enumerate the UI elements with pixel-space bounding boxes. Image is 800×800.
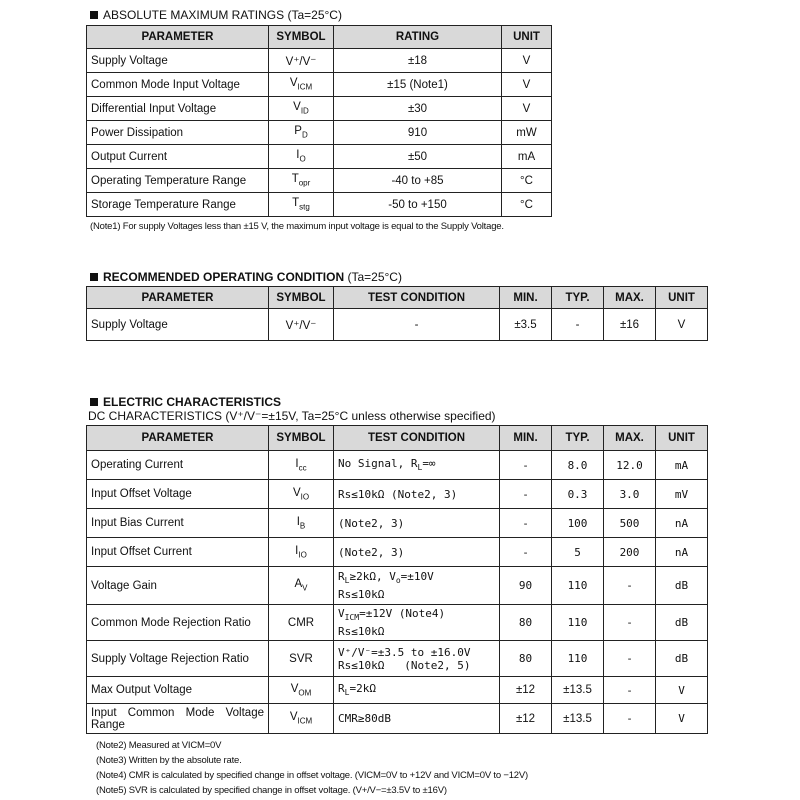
min-cell: -	[500, 451, 552, 480]
header-typ: TYP.	[552, 287, 604, 309]
max-cell: -	[604, 677, 656, 704]
rating-cell: ±18	[334, 49, 502, 73]
min-cell: -	[500, 538, 552, 567]
min-cell: 90	[500, 567, 552, 605]
cond-line-1	[338, 570, 495, 587]
typ-cell: 110	[552, 605, 604, 641]
header-unit: UNIT	[656, 287, 708, 309]
param-cell: Power Dissipation	[87, 121, 269, 145]
header-test-condition: TEST CONDITION	[334, 287, 500, 309]
symbol-main: A	[294, 578, 303, 591]
cond-text: V	[338, 607, 345, 621]
param-cell: Operating Temperature Range	[87, 169, 269, 193]
note-2: (Note2) Measured at VICM=0V	[96, 740, 222, 751]
symbol-main: V	[290, 682, 299, 695]
symbol-cell	[269, 567, 334, 605]
symbol-main: T	[292, 197, 300, 210]
unit-cell: V	[656, 704, 708, 734]
rating-cell: ±50	[334, 145, 502, 169]
test-condition-cell	[334, 567, 500, 605]
symbol-subscript: ICM	[297, 82, 313, 92]
header-parameter: PARAMETER	[87, 287, 269, 309]
unit-cell: V	[502, 73, 552, 97]
rating-cell: -40 to +85	[334, 169, 502, 193]
param-cell: Common Mode Rejection Ratio	[87, 605, 269, 641]
header-unit: UNIT	[656, 426, 708, 451]
param-cell: Input Offset Voltage	[87, 480, 269, 509]
symbol-subscript: cc	[298, 463, 307, 473]
param-cell: Output Current	[87, 145, 269, 169]
table-row	[87, 309, 708, 341]
symbol-main: I	[296, 515, 300, 528]
param-cell: Differential Input Voltage	[87, 97, 269, 121]
unit-cell: V	[502, 97, 552, 121]
min-cell: -	[500, 509, 552, 538]
typ-cell: ±13.5	[552, 704, 604, 734]
table-row	[87, 169, 552, 193]
cond-line-1: V⁺/V⁻=±3.5 to ±16.0V	[338, 645, 471, 659]
test-condition-cell: Rs≤10kΩ (Note2, 3)	[334, 480, 500, 509]
dc-characteristics-subtitle: DC CHARACTERISTICS (V⁺/V⁻=±15V, Ta=25°C unless otherwise specified)	[88, 409, 496, 423]
cond-subscript: o	[395, 576, 401, 586]
symbol-cell: SVR	[269, 641, 334, 677]
symbol-main: V	[293, 101, 301, 114]
unit-cell: dB	[656, 605, 708, 641]
symbol-main: I	[296, 149, 300, 162]
symbol-cell	[269, 121, 334, 145]
symbol-subscript: ICM	[297, 716, 313, 726]
table-row	[87, 193, 552, 217]
max-cell: -	[604, 567, 656, 605]
param-cell: Common Mode Input Voltage	[87, 73, 269, 97]
unit-cell: mV	[656, 480, 708, 509]
test-condition-cell: (Note2, 3)	[334, 538, 500, 567]
elec-section-title	[90, 395, 281, 409]
table-row	[87, 97, 552, 121]
rating-cell: 910	[334, 121, 502, 145]
unit-cell: mW	[502, 121, 552, 145]
min-cell: ±12	[500, 704, 552, 734]
cond-tail: =2kΩ	[349, 682, 376, 696]
max-cell: 12.0	[604, 451, 656, 480]
table-row	[87, 49, 552, 73]
symbol-cell	[269, 97, 334, 121]
unit-cell: V	[656, 309, 708, 341]
symbol-main: V	[289, 711, 298, 724]
abs-section-title	[90, 8, 342, 22]
typ-cell: -	[552, 309, 604, 341]
typ-cell: 110	[552, 567, 604, 605]
param-cell: Voltage Gain	[87, 567, 269, 605]
test-condition-cell	[334, 605, 500, 641]
rating-cell: -50 to +150	[334, 193, 502, 217]
symbol-cell: V⁺/V⁻	[269, 309, 334, 341]
cond-line-2: Rs≤10kΩ (Note2, 5)	[338, 658, 471, 672]
symbol-subscript: D	[301, 130, 308, 140]
test-condition-cell: (Note2, 3)	[334, 509, 500, 538]
symbol-main: V	[292, 486, 301, 499]
typ-cell: 5	[552, 538, 604, 567]
header-symbol: SYMBOL	[269, 287, 334, 309]
note-5: (Note5) SVR is calculated by specified change in offset voltage. (V+/V−=±3.5V to ±16V)	[96, 785, 447, 796]
header-parameter: PARAMETER	[87, 26, 269, 49]
note-4: (Note4) CMR is calculated by specified change in offset voltage. (VICM=0V to +12V and VICM=0V to −12V)	[96, 770, 528, 781]
typ-cell: 110	[552, 641, 604, 677]
rating-cell: ±30	[334, 97, 502, 121]
cond-text: R	[338, 682, 345, 696]
header-unit: UNIT	[502, 26, 552, 49]
abs-title-condition: (Ta=25°C)	[287, 8, 342, 22]
header-symbol: SYMBOL	[269, 426, 334, 451]
table-row	[87, 509, 708, 538]
rec-title-text: RECOMMENDED OPERATING CONDITION	[103, 270, 345, 284]
symbol-cell	[269, 145, 334, 169]
unit-cell: nA	[656, 538, 708, 567]
symbol-subscript: ID	[300, 106, 309, 116]
param-cell: Supply Voltage	[87, 49, 269, 73]
unit-cell: nA	[656, 509, 708, 538]
max-cell: -	[604, 605, 656, 641]
table-row	[87, 121, 552, 145]
param-cell: Input Bias Current	[87, 509, 269, 538]
note-1: (Note1) For supply Voltages less than ±15 V, the maximum input voltage is equal to the Supply Voltage.	[90, 221, 504, 232]
symbol-subscript: B	[299, 521, 306, 531]
min-cell: 80	[500, 641, 552, 677]
param-cell: Operating Current	[87, 451, 269, 480]
recommended-operating-table	[86, 286, 708, 341]
elec-title-text: ELECTRIC CHARACTERISTICS	[103, 395, 282, 409]
symbol-main: T	[291, 173, 299, 186]
cond-tail: ≥2kΩ, V	[349, 570, 396, 584]
header-max: MAX.	[604, 426, 656, 451]
symbol-subscript: V	[302, 583, 308, 593]
header-min: MIN.	[500, 426, 552, 451]
symbol-subscript: IO	[298, 550, 307, 560]
test-condition-cell: CMR≥80dB	[334, 704, 500, 734]
table-row	[87, 145, 552, 169]
symbol-main: I	[295, 457, 299, 470]
symbol-cell	[269, 509, 334, 538]
symbol-cell	[269, 677, 334, 704]
symbol-cell	[269, 193, 334, 217]
header-max: MAX.	[604, 287, 656, 309]
symbol-cell: V⁺/V⁻	[269, 49, 334, 73]
cond-line-2: Rs≤10kΩ	[338, 624, 385, 638]
cond-text: No Signal, R	[338, 457, 418, 471]
unit-cell: dB	[656, 567, 708, 605]
test-condition-cell	[334, 451, 500, 480]
unit-cell: V	[502, 49, 552, 73]
max-cell: -	[604, 641, 656, 677]
typ-cell: 8.0	[552, 451, 604, 480]
header-typ: TYP.	[552, 426, 604, 451]
table-row	[87, 451, 708, 480]
param-cell: Input Offset Current	[87, 538, 269, 567]
min-cell: ±3.5	[500, 309, 552, 341]
table-row	[87, 73, 552, 97]
max-cell: 500	[604, 509, 656, 538]
bullet-square-icon	[90, 398, 98, 406]
cond-text: R	[338, 570, 345, 584]
cond-subscript: L	[344, 576, 350, 586]
cond-subscript: L	[344, 688, 350, 698]
param-cell: Storage Temperature Range	[87, 193, 269, 217]
test-condition-cell: -	[334, 309, 500, 341]
symbol-cell	[269, 73, 334, 97]
unit-cell: mA	[502, 145, 552, 169]
min-cell: -	[500, 480, 552, 509]
electric-characteristics-table	[86, 425, 708, 734]
unit-cell: mA	[656, 451, 708, 480]
bullet-square-icon	[90, 273, 98, 281]
symbol-cell: CMR	[269, 605, 334, 641]
max-cell: 3.0	[604, 480, 656, 509]
cond-tail: =±10V	[400, 570, 434, 584]
symbol-main: I	[295, 544, 299, 557]
header-rating: RATING	[334, 26, 502, 49]
unit-cell: dB	[656, 641, 708, 677]
cond-tail: =±12V (Note4)	[359, 607, 446, 621]
typ-cell: ±13.5	[552, 677, 604, 704]
typ-cell: 0.3	[552, 480, 604, 509]
header-min: MIN.	[500, 287, 552, 309]
table-row	[87, 605, 708, 641]
param-cell: Input Common Mode Voltage Range	[87, 704, 269, 734]
max-cell: ±16	[604, 309, 656, 341]
symbol-cell	[269, 169, 334, 193]
symbol-subscript: IO	[300, 492, 310, 502]
symbol-main: V	[289, 77, 298, 90]
rating-cell: ±15 (Note1)	[334, 73, 502, 97]
test-condition-cell	[334, 677, 500, 704]
typ-cell: 100	[552, 509, 604, 538]
cond-tail: =∞	[422, 457, 436, 471]
abs-max-ratings-table	[86, 25, 552, 217]
table-row	[87, 677, 708, 704]
header-test-condition: TEST CONDITION	[334, 426, 500, 451]
cond-subscript: ICM	[344, 613, 360, 623]
unit-cell: V	[656, 677, 708, 704]
header-symbol: SYMBOL	[269, 26, 334, 49]
table-row	[87, 567, 708, 605]
symbol-cell	[269, 451, 334, 480]
table-row	[87, 641, 708, 677]
rec-section-title	[90, 270, 402, 284]
param-cell: Supply Voltage Rejection Ratio	[87, 641, 269, 677]
unit-cell: °C	[502, 193, 552, 217]
table-row	[87, 538, 708, 567]
param-cell: Max Output Voltage	[87, 677, 269, 704]
cond-subscript: L	[417, 463, 423, 473]
symbol-cell	[269, 538, 334, 567]
symbol-subscript: O	[299, 154, 306, 164]
param-cell: Supply Voltage	[87, 309, 269, 341]
symbol-cell	[269, 704, 334, 734]
bullet-square-icon	[90, 11, 98, 19]
max-cell: 200	[604, 538, 656, 567]
unit-cell: °C	[502, 169, 552, 193]
table-row	[87, 704, 708, 734]
symbol-subscript: stg	[299, 202, 310, 212]
symbol-subscript: opr	[298, 178, 311, 188]
symbol-main: P	[294, 125, 302, 138]
symbol-cell	[269, 480, 334, 509]
rec-title-condition: (Ta=25°C)	[347, 270, 402, 284]
note-3: (Note3) Written by the absolute rate.	[96, 755, 242, 766]
table-row	[87, 480, 708, 509]
test-condition-cell	[334, 641, 500, 677]
cond-line-1	[338, 607, 495, 624]
abs-title-text: ABSOLUTE MAXIMUM RATINGS	[103, 8, 285, 22]
min-cell: 80	[500, 605, 552, 641]
header-parameter: PARAMETER	[87, 426, 269, 451]
symbol-subscript: OM	[298, 688, 312, 698]
min-cell: ±12	[500, 677, 552, 704]
max-cell: -	[604, 704, 656, 734]
cond-line-2: Rs≤10kΩ	[338, 587, 385, 601]
